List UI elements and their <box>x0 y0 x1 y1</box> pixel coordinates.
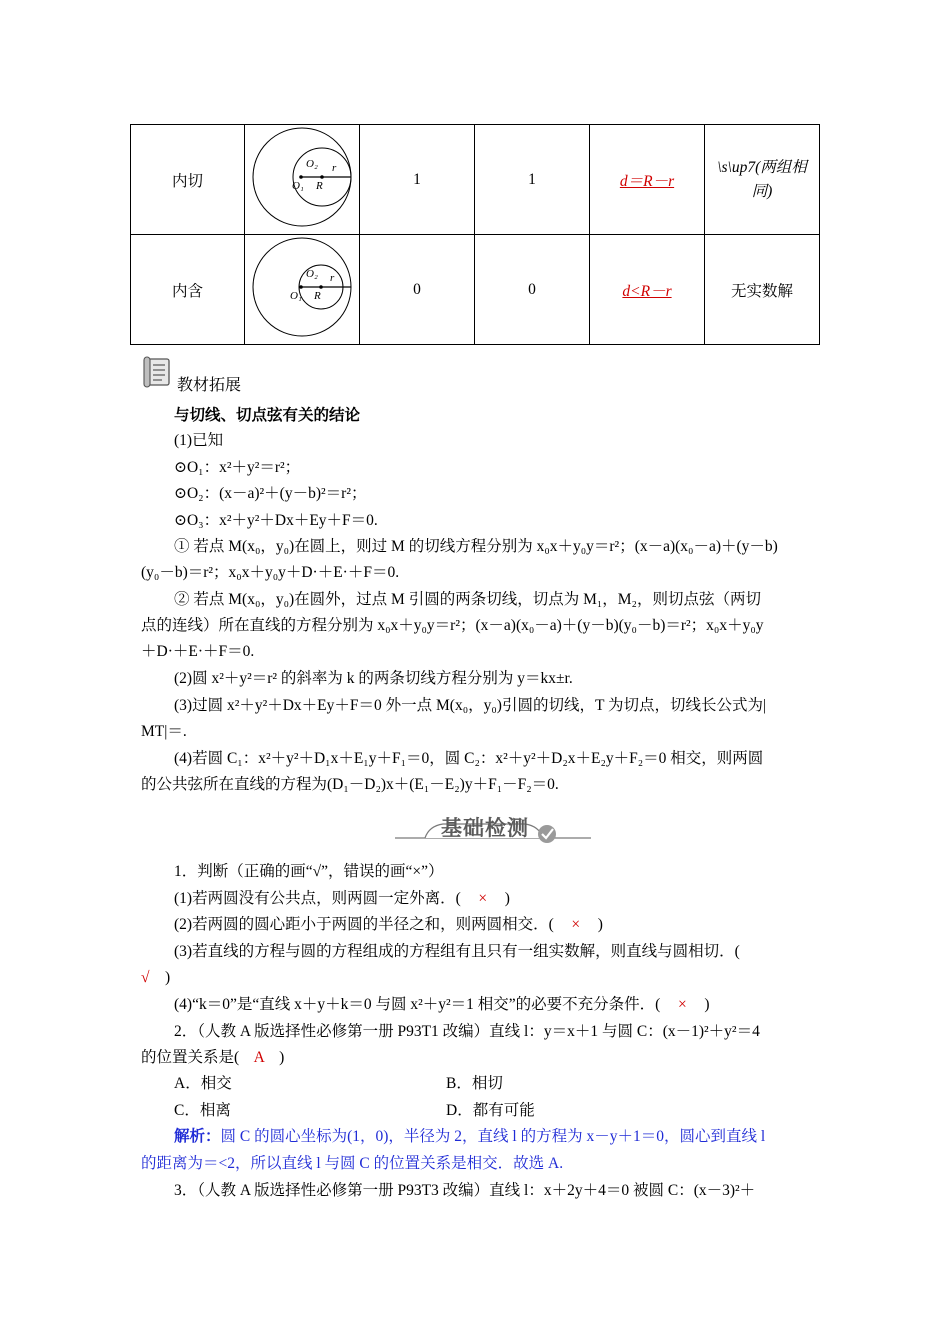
cell-figure <box>245 125 360 235</box>
table-row <box>131 235 820 345</box>
text-line: MT|＝. <box>141 723 187 740</box>
q2-option: A．相交 <box>174 1075 232 1092</box>
q1-item-text: (1)若两圆没有公共点，则两圆一定外离．( <box>174 890 461 907</box>
text-line: (y₀－b)＝r²；x₀x＋y₀y＋D·＋E·＋F＝0. <box>141 564 400 581</box>
label-o2: O₂ <box>306 158 318 170</box>
answer-mark: √ <box>141 969 150 986</box>
label-r: r <box>330 272 335 284</box>
label-o1: O₁ <box>290 290 302 302</box>
cell-n1: 0 <box>360 235 475 345</box>
q1-item <box>174 912 844 938</box>
table-row <box>131 125 820 235</box>
cell-solutions <box>705 125 820 235</box>
label-o1: O₁ <box>292 180 304 192</box>
cell-n2: 0 <box>475 235 590 345</box>
text-line: 点的连线）所在直线的方程分别为 x₀x＋y₀y＝r²；(x－a)(x₀－a)＋(y－b)(y₀－b)＝r²；x₀x＋y₀y <box>141 617 764 634</box>
extension-heading: 教材拓展 <box>177 377 242 394</box>
q1-item-text: (4)“k＝0”是“直线 x＋y＋k＝0 与圆 x²＋y²＝1 相交”的必要不充分条件．( <box>174 996 661 1013</box>
label-r: r <box>332 162 337 174</box>
distance-condition: d<R－r <box>622 282 672 300</box>
internal-tangent-figure <box>246 125 358 229</box>
q3-line1: 3．（人教 A 版选择性必修第一册 P93T3 改编）直线 l：x＋2y＋4＝0 被圆 C：(x－3)²＋ <box>174 1182 756 1199</box>
cell-solutions: 无实数解 <box>705 235 820 345</box>
cell-name: 内切 <box>131 125 245 235</box>
text-line: ⊙O₃：x²＋y²＋Dx＋Ey＋F＝0. <box>174 512 378 529</box>
q1-item-text: (2)若两圆的圆心距小于两圆的半径之和，则两圆相交．( <box>174 916 554 933</box>
cell-distance <box>590 125 705 235</box>
q1-item <box>174 939 844 965</box>
extension-subtitle: 与切线、切点弦有关的结论 <box>174 407 361 424</box>
paren-close: ) <box>504 890 510 907</box>
cell-figure <box>245 235 360 345</box>
answer-mark: × <box>478 890 488 907</box>
cell-n1: 1 <box>360 125 475 235</box>
banner-title: 基础检测 <box>441 817 529 840</box>
q2-option: D．都有可能 <box>446 1102 535 1119</box>
q1-item <box>174 886 844 912</box>
solutions-text: \s\up7(两组相同) <box>717 158 807 200</box>
relation-table <box>130 124 820 345</box>
scroll-book-icon <box>142 356 174 390</box>
q2-line2 <box>141 1045 811 1071</box>
text-line: (2)圆 x²＋y²＝r² 的斜率为 k 的两条切线方程分别为 y＝kx±r. <box>174 670 573 687</box>
cell-distance <box>590 235 705 345</box>
q2-stem: 的位置关系是( <box>141 1049 240 1066</box>
label-R: R <box>314 290 321 302</box>
text-line: ⊙O₂：(x－a)²＋(y－b)²＝r²； <box>174 485 367 502</box>
text-line: (1)已知 <box>174 432 224 449</box>
q1-item <box>174 992 844 1018</box>
label-R: R <box>316 180 323 192</box>
text-line: ① 若点 M(x₀，y₀)在圆上，则过 M 的切线方程分别为 x₀x＋y₀y＝r²；(x－a)(x₀－a)＋(y－b) <box>174 538 778 555</box>
text-line: (3)过圆 x²＋y²＋Dx＋Ey＋F＝0 外一点 M(x₀，y₀)引圆的切线，T 为切点，切线长公式为| <box>174 697 767 714</box>
analysis-label: 解析： <box>174 1128 221 1145</box>
q2-line1: 2．（人教 A 版选择性必修第一册 P93T1 改编）直线 l：y＝x＋1 与圆 C：(x－1)²＋y²＝4 <box>174 1023 760 1040</box>
analysis-line2: 的距离为＝<2，所以直线 l 与圆 C 的位置关系是相交．故选 A. <box>141 1155 564 1172</box>
q1-title: 1．判断（正确的画“√”，错误的画“×”） <box>174 863 444 880</box>
text-line: (4)若圆 C₁：x²＋y²＋D₁x＋E₁y＋F₁＝0，圆 C₂：x²＋y²＋D₂x＋E₂y＋F₂＝0 相交，则两圆 <box>174 750 764 767</box>
cell-n2: 1 <box>475 125 590 235</box>
label-o2: O₂ <box>306 268 318 280</box>
q2-option: C．相离 <box>174 1102 231 1119</box>
text-line: ＋D·＋E·＋F＝0. <box>141 643 255 660</box>
text-line: ② 若点 M(x₀，y₀)在圆外，过点 M 引圆的两条切线，切点为 M₁，M₂，则切点弦（两切 <box>174 591 761 608</box>
analysis-line1 <box>174 1124 844 1150</box>
q1-item-cont <box>141 965 811 991</box>
q2-answer: A <box>253 1049 265 1066</box>
paren-close: ) <box>597 916 603 933</box>
text-line: ⊙O₁：x²＋y²＝r²； <box>174 459 301 476</box>
section-banner <box>395 812 591 848</box>
paren-close: ) <box>704 996 710 1013</box>
cell-name: 内含 <box>131 235 245 345</box>
q2-option: B．相切 <box>446 1075 503 1092</box>
analysis-text: 圆 C 的圆心坐标为(1，0)，半径为 2，直线 l 的方程为 x－y＋1＝0，圆心到直线 l <box>220 1128 766 1145</box>
distance-condition: d＝R－r <box>619 172 675 190</box>
text-line: 的公共弦所在直线的方程为(D₁－D₂)x＋(E₁－E₂)y＋F₁－F₂＝0. <box>141 776 559 793</box>
q1-item-text: (3)若直线的方程与圆的方程组成的方程组有且只有一组实数解，则直线与圆相切．( <box>174 943 740 960</box>
paren-close: ) <box>165 969 171 986</box>
answer-mark: × <box>571 916 581 933</box>
contained-figure <box>246 235 358 339</box>
answer-mark: × <box>677 996 687 1013</box>
paren-close: ) <box>279 1049 285 1066</box>
